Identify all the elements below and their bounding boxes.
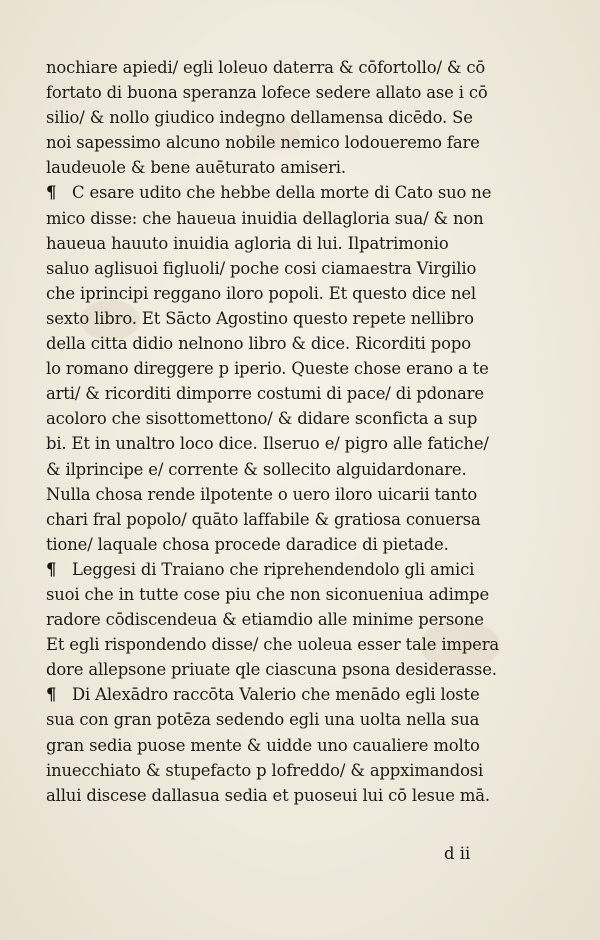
line-text: arti/ & ricorditi dimporre costumi di pace/ di pdonare	[46, 384, 484, 404]
line-text: silio/ & nollo giudico indegno dellamensa dicēdo. Se	[46, 108, 473, 128]
line-text: nochiare apiedi/ egli loleuo daterra & cōfortollo/ & cō	[46, 58, 486, 77]
text-line	[46, 657, 566, 682]
line-text: chari fral popolo/ quāto laffabile & gratiosa conuersa	[46, 509, 481, 529]
line-text: haueua hauuto inuidia agloria di lui. Ilpatrimonio	[46, 233, 449, 253]
text-line	[46, 457, 566, 482]
line-text: mico disse: che haueua inuidia dellagloria sua/ & non	[46, 208, 484, 228]
text-line	[46, 607, 566, 632]
text-line	[46, 130, 566, 155]
line-text: inuecchiato & stupefacto p lofreddo/ & appximandosi	[46, 760, 484, 780]
paragraph-mark: ¶	[46, 559, 57, 579]
paragraph-mark: ¶	[46, 183, 57, 203]
text-line	[46, 381, 566, 406]
line-text: della citta didio nelnono libro & dice. Ricorditi popo	[46, 334, 471, 354]
text-line	[46, 206, 566, 231]
text-line	[46, 431, 566, 456]
line-text: acoloro che sisottomettono/ & didare sconficta a sup	[46, 409, 478, 429]
signature-mark: d ii	[444, 844, 471, 863]
text-line	[46, 707, 566, 732]
text-line	[46, 758, 566, 783]
text-column	[46, 55, 566, 808]
text-line	[46, 331, 566, 356]
paragraph-mark: ¶	[46, 685, 57, 705]
line-text: bi. Et in unaltro loco dice. Ilseruo e/ pigro alle fatiche/	[46, 434, 489, 454]
text-line	[46, 105, 566, 130]
text-line	[46, 406, 566, 431]
line-text: sua con gran potēza sedendo egli una uolta nella sua	[46, 710, 480, 730]
text-line	[46, 155, 566, 180]
line-text: lo romano direggere p iperio. Queste chose erano a te	[46, 359, 489, 379]
text-line	[46, 682, 566, 707]
line-text: sexto libro. Et Sācto Agostino questo repete nellibro	[46, 308, 474, 328]
text-line	[46, 256, 566, 281]
text-line	[46, 557, 566, 582]
line-text: radore cōdiscendeua & etiamdio alle minime persone	[46, 610, 484, 630]
line-text: Et egli rispondendo disse/ che uoleua esser tale impera	[46, 635, 500, 655]
text-line	[46, 80, 566, 105]
text-line	[46, 306, 566, 331]
line-text: saluo aglisuoi figluoli/ poche cosi ciamaestra Virgilio	[46, 258, 477, 278]
line-text: C esare udito che hebbe della morte di Cato suo ne	[72, 183, 492, 203]
text-line	[46, 231, 566, 256]
line-text: allui discese dallasua sedia et puoseui lui cō lesue mā.	[46, 785, 490, 805]
text-line	[46, 507, 566, 532]
line-text: laudeuole & bene auēturato amiseri.	[46, 158, 346, 178]
text-line	[46, 532, 566, 557]
text-line	[46, 733, 566, 758]
text-line	[46, 482, 566, 507]
text-line	[46, 55, 566, 80]
text-line	[46, 783, 566, 808]
line-text: fortato di buona speranza lofece sedere allato ase i cō	[46, 83, 488, 103]
text-line	[46, 180, 566, 205]
text-line	[46, 281, 566, 306]
line-text: dore allepsone priuate qle ciascuna psona desiderasse.	[46, 660, 497, 680]
line-text: suoi che in tutte cose piu che non siconueniua adimpe	[46, 584, 490, 604]
line-text: noi sapessimo alcuno nobile nemico lodoueremo fare	[46, 133, 480, 153]
line-text: & ilprincipe e/ corrente & sollecito alguidardonare.	[46, 459, 467, 479]
text-line	[46, 356, 566, 381]
line-text: Leggesi di Traiano che riprehendendolo gli amici	[72, 559, 475, 579]
line-text: gran sedia puose mente & uidde uno caualiere molto	[46, 735, 480, 755]
line-text: Nulla chosa rende ilpotente o uero iloro uicarii tanto	[46, 484, 478, 504]
line-text: tione/ laquale chosa procede daradice di pietade.	[46, 534, 449, 554]
text-line	[46, 632, 566, 657]
line-text: Di Alexādro raccōta Valerio che menādo egli loste	[72, 685, 480, 705]
line-text: che iprincipi reggano iloro popoli. Et questo dice nel	[46, 283, 477, 303]
text-line	[46, 582, 566, 607]
